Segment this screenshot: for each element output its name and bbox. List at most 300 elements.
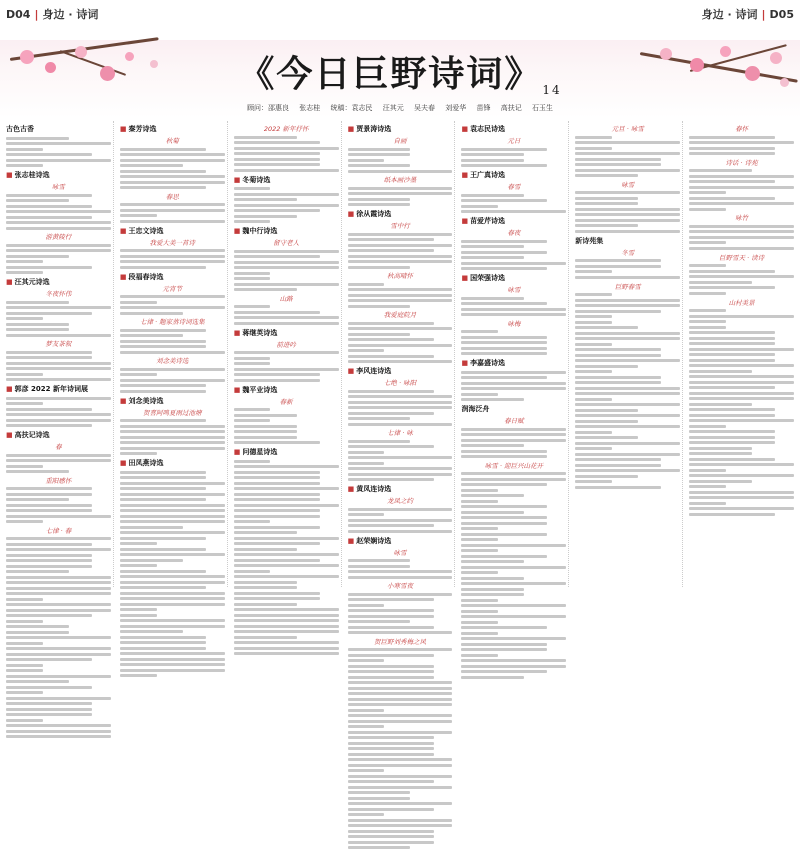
poem-title: 春雪 [507,183,521,191]
text-line-placeholder [575,370,612,373]
text-line-placeholder [120,476,206,479]
text-line-placeholder [120,614,157,617]
text-line-placeholder [234,625,339,628]
section-heading [234,328,339,338]
poem-title: 咏雪 [621,180,635,189]
text-line-placeholder [234,204,339,207]
text-line-placeholder [234,220,271,223]
poem-title: 春夜 [507,229,521,237]
text-line-placeholder [120,312,183,315]
poem-title: 咏雪 [507,286,521,294]
text-line-placeholder [575,197,638,200]
text-line-placeholder [348,244,453,247]
text-line-placeholder [234,570,271,573]
text-line-placeholder [461,297,524,300]
text-line-placeholder [234,542,320,545]
text-line-placeholder [461,199,547,202]
text-line-placeholder [689,447,752,450]
text-line-placeholder [120,334,183,337]
text-line-placeholder [234,379,320,382]
credit: 张志桂 [299,104,321,112]
text-line-placeholder [689,485,726,488]
text-line-placeholder [575,348,661,351]
text-line-placeholder [348,333,411,336]
text-line-placeholder [348,797,411,800]
poem-title: 七律 · 题家蒸诗词选集 [139,318,205,326]
text-line-placeholder [689,147,775,150]
text-line-placeholder [234,152,320,155]
text-line-placeholder [575,202,638,205]
text-line-placeholder [348,565,411,568]
text-line-placeholder [120,203,225,206]
text-line-placeholder [6,244,111,247]
poem-title: 秋菊 [165,137,179,145]
text-line-placeholder [348,604,385,607]
text-line-placeholder [689,425,726,428]
text-line-placeholder [348,841,434,844]
text-line-placeholder [461,676,524,679]
text-line-placeholder [689,230,794,233]
text-line-placeholder [348,473,453,476]
text-line-placeholder [234,592,320,595]
section-heading-text: 袁志民诗选 [470,125,506,133]
text-line-placeholder [461,262,566,265]
text-line-placeholder [348,615,434,618]
text-line-placeholder [234,419,271,422]
text-line-placeholder [6,199,69,202]
section-heading [6,430,111,440]
section-heading-text: 刘念美诗选 [128,396,164,405]
poem-section [6,384,111,427]
text-line-placeholder [689,507,794,510]
text-line-placeholder [234,283,339,286]
poem-title: 重阳感怀 [45,476,72,485]
text-line-placeholder [120,669,225,672]
section-heading [120,272,225,282]
section-heading [234,447,339,457]
poem-title: 诗话 · 诗苑 [725,158,758,167]
poem-section [461,124,566,167]
credit: 汪其元 [382,104,404,112]
right-page-number: D05 [769,8,794,21]
poem-section [575,282,680,324]
text-line-placeholder [575,219,680,222]
text-line-placeholder [348,203,411,206]
text-line-placeholder [689,430,775,433]
poem-section [689,298,794,351]
poem-title: 冬雪 [621,248,635,257]
poem-title: 游黄陵行 [45,233,72,241]
text-line-placeholder [120,181,225,184]
left-page-label: D04 | 身边 · 诗词 [6,8,99,21]
text-line-placeholder [120,425,225,428]
section-heading [348,536,453,546]
text-line-placeholder [234,619,339,622]
text-line-placeholder [575,425,680,428]
text-line-placeholder [348,609,434,612]
title-text: 《今日巨野诗词》 [238,53,543,95]
poem-title: 春思 [165,192,179,201]
text-line-placeholder [461,494,524,497]
text-line-placeholder [575,392,680,395]
text-line-placeholder [348,593,453,596]
text-line-placeholder [120,663,225,666]
section-heading [234,385,339,395]
text-line-placeholder [234,362,271,365]
text-line-placeholder [348,835,434,838]
text-line-placeholder [461,665,566,668]
text-line-placeholder [348,786,453,789]
text-line-placeholder [461,610,498,613]
poem-title: 咏雪 [393,548,407,557]
text-line-placeholder [6,653,111,656]
text-line-placeholder [120,652,225,655]
text-line-placeholder [6,620,43,623]
text-line-placeholder [234,537,339,540]
section-heading-text: 古色古香 [6,125,34,133]
poem-title: 山村美景 [728,298,755,307]
text-line-placeholder [575,431,612,434]
text-line-placeholder [234,193,339,196]
text-line-placeholder [689,491,794,494]
text-line-placeholder [689,197,775,200]
text-line-placeholder [234,608,339,611]
text-line-placeholder [689,348,794,351]
text-line-placeholder [575,458,661,461]
text-line-placeholder [689,353,775,356]
text-line-placeholder [120,597,225,600]
section-heading-text: 郭彦 2022 新年诗词展 [14,385,88,393]
section-heading-text: 魏中行诗选 [242,227,278,235]
text-line-placeholder [234,288,297,291]
text-line-placeholder [348,720,453,723]
text-line-placeholder [348,824,453,827]
text-line-placeholder [120,384,206,387]
text-line-placeholder [6,614,92,617]
text-line-placeholder [348,170,453,173]
text-line-placeholder [348,524,434,527]
text-line-placeholder [348,467,453,470]
column-2 [118,121,228,587]
text-line-placeholder [461,205,498,208]
text-line-placeholder [234,575,339,578]
text-line-placeholder [575,191,680,194]
text-line-placeholder [6,205,92,208]
text-line-placeholder [348,508,453,511]
poem-section [234,124,339,172]
text-line-placeholder [461,352,547,355]
text-line-placeholder [348,598,434,601]
poem-title: 巨野雪天 · 读诗 [718,253,765,262]
text-line-placeholder [689,236,794,239]
text-line-placeholder [6,603,111,606]
poem-section [234,385,339,445]
text-line-placeholder [689,136,775,139]
text-line-placeholder [689,419,794,422]
poem-title: 咏竹 [735,214,749,222]
text-line-placeholder [461,472,566,475]
credit: 吴夫春 [414,104,435,112]
text-line-placeholder [348,709,385,712]
text-line-placeholder [689,208,726,211]
text-line-placeholder [348,559,411,562]
text-line-placeholder [689,403,752,406]
poem-section [6,277,111,381]
text-line-placeholder [234,311,320,314]
poem-section [689,253,794,295]
text-line-placeholder [234,586,297,589]
poem-section [689,124,794,250]
text-line-placeholder [575,480,612,483]
section-heading [461,358,566,368]
text-line-placeholder [120,647,206,650]
text-line-placeholder [234,553,339,556]
heading-marker-icon: ■ [347,536,355,545]
text-line-placeholder [689,186,794,189]
text-line-placeholder [461,330,498,333]
text-line-placeholder [348,153,411,156]
heading-marker-icon: ■ [6,278,13,286]
text-line-placeholder [461,489,498,492]
text-line-placeholder [120,220,225,223]
text-line-placeholder [120,636,206,639]
text-line-placeholder [348,753,434,756]
column-6 [573,121,683,587]
text-line-placeholder [461,621,498,624]
text-line-placeholder [234,305,271,308]
section-heading-text: 秦芳诗选 [128,125,157,133]
text-line-placeholder [120,379,225,382]
text-line-placeholder [6,581,111,584]
text-line-placeholder [120,625,225,628]
text-line-placeholder [234,198,297,201]
text-line-placeholder [6,702,92,705]
section-heading [6,277,111,287]
text-line-placeholder [6,317,43,320]
text-line-placeholder [6,625,69,628]
text-line-placeholder [348,159,385,162]
issue-number: 14 [542,83,562,98]
text-line-placeholder [575,141,680,144]
text-line-placeholder [575,174,638,177]
text-line-placeholder [234,430,297,433]
poem-title: 雪中行 [390,222,410,230]
heading-marker-icon: ■ [461,217,469,225]
section-heading [120,396,225,406]
text-line-placeholder [120,340,206,343]
text-line-placeholder [120,619,225,622]
poem-title: 咏梅 [507,319,521,328]
text-line-placeholder [461,376,547,379]
poem-section [120,124,225,223]
text-line-placeholder [689,370,752,373]
section-heading [120,226,225,236]
text-line-placeholder [120,674,157,677]
text-line-placeholder [6,658,92,661]
text-line-placeholder [348,687,453,690]
text-line-placeholder [234,603,297,606]
text-line-placeholder [575,265,661,268]
text-line-placeholder [120,148,206,151]
text-line-placeholder [461,313,566,316]
text-line-placeholder [348,742,434,745]
text-line-placeholder [234,255,320,258]
text-line-placeholder [461,302,547,305]
text-line-placeholder [6,520,43,523]
text-line-placeholder [461,582,566,585]
poem-title: 山路 [279,294,293,303]
heading-marker-icon: ■ [233,448,241,456]
text-line-placeholder [461,500,498,503]
poem-section [348,536,453,685]
text-line-placeholder [120,153,225,156]
text-line-placeholder [689,408,775,411]
text-line-placeholder [120,471,206,474]
text-line-placeholder [120,509,225,512]
column-4 [346,121,456,646]
poem-title: 春日赋 [504,417,524,425]
poem-title: 贺喜阿鸣夏雨过池塘 [143,408,202,417]
text-line-placeholder [6,631,69,634]
text-line-placeholder [461,643,547,646]
text-line-placeholder [689,275,794,278]
credit: 统稿：袁志民 [330,104,373,112]
text-line-placeholder [120,351,225,354]
text-line-placeholder [6,328,69,331]
text-line-placeholder [6,249,111,252]
text-line-placeholder [461,444,524,447]
text-line-placeholder [461,593,524,596]
text-line-placeholder [348,445,434,448]
text-line-placeholder [234,261,339,264]
section-heading-text: 黄凤连诗选 [356,485,392,493]
text-line-placeholder [234,647,339,650]
text-line-placeholder [120,564,157,567]
text-line-placeholder [120,531,225,534]
text-line-placeholder [6,397,111,400]
right-section-name: 身边 · 诗词 [701,8,758,21]
poem-title: 元宵节 [162,284,183,293]
text-line-placeholder [6,194,92,197]
text-line-placeholder [6,419,111,422]
text-line-placeholder [461,648,547,651]
text-line-placeholder [575,337,680,340]
text-line-placeholder [120,641,206,644]
text-line-placeholder [234,441,320,444]
text-line-placeholder [461,544,566,547]
poem-section [348,484,453,533]
text-line-placeholder [348,747,434,750]
text-line-placeholder [689,309,726,312]
text-line-placeholder [348,412,434,415]
text-line-placeholder [348,338,434,341]
section-heading [348,484,453,494]
right-page-label: 身边 · 诗词 | D05 [701,8,794,21]
text-line-placeholder [234,548,297,551]
heading-marker-icon: ■ [119,226,127,235]
text-line-placeholder [120,537,206,540]
section-heading-text: 王忠文诗选 [128,226,164,235]
poem-section [348,366,453,481]
text-line-placeholder [575,152,680,155]
text-line-placeholder [120,575,225,578]
text-line-placeholder [348,626,434,629]
text-line-placeholder [6,255,69,258]
text-line-placeholder [120,452,157,455]
text-line-placeholder [689,281,752,284]
text-line-placeholder [348,681,453,684]
text-line-placeholder [120,436,225,439]
text-line-placeholder [461,393,498,396]
text-line-placeholder [120,548,206,551]
text-line-placeholder [6,159,111,162]
text-line-placeholder [6,271,43,274]
text-line-placeholder [575,230,680,233]
column-3 [232,121,342,587]
poem-title: 前进吟 [276,340,296,349]
text-line-placeholder [120,441,225,444]
text-line-placeholder [348,401,453,404]
poem-title: 春怀 [735,125,749,133]
text-line-placeholder [461,615,566,618]
text-line-placeholder [234,169,339,172]
text-line-placeholder [575,343,612,346]
text-line-placeholder [461,527,498,530]
text-line-placeholder [6,413,111,416]
text-line-placeholder [461,626,547,629]
text-line-placeholder [348,456,453,459]
text-line-placeholder [6,470,69,473]
section-heading-text: 王广真诗选 [470,171,506,179]
section-heading-text: 李风连诗选 [356,367,392,375]
poem-title: 秋高晴怀 [387,272,413,280]
poem-title: 七律 · 春 [45,526,72,535]
text-line-placeholder [234,471,320,474]
poem-section [575,124,680,233]
text-line-placeholder [461,153,524,156]
heading-marker-icon: ■ [461,171,469,179]
text-line-placeholder [6,576,111,579]
text-line-placeholder [6,548,111,551]
poem-section [348,209,453,363]
text-line-placeholder [234,215,297,218]
text-line-placeholder [6,735,111,738]
text-line-placeholder [348,478,434,481]
poem-section [6,170,111,274]
text-line-placeholder [120,487,206,490]
text-line-placeholder [461,538,498,541]
text-line-placeholder [6,260,43,263]
text-line-placeholder [120,186,206,189]
text-line-placeholder [6,680,69,683]
heading-marker-icon: ■ [119,396,127,405]
text-line-placeholder [575,365,638,368]
text-line-placeholder [6,323,69,326]
poem-title: 纸本画沙墨 [383,176,417,184]
text-line-placeholder [234,493,320,496]
text-line-placeholder [348,266,411,269]
text-line-placeholder [348,725,385,728]
text-line-placeholder [689,502,726,505]
text-line-placeholder [575,387,680,390]
text-line-placeholder [348,192,453,195]
text-line-placeholder [120,301,157,304]
text-line-placeholder [6,424,92,427]
heading-marker-icon: ■ [119,272,127,281]
text-line-placeholder [575,163,661,166]
section-heading [461,273,566,283]
section-heading-text: 汪其元诗选 [14,278,50,286]
